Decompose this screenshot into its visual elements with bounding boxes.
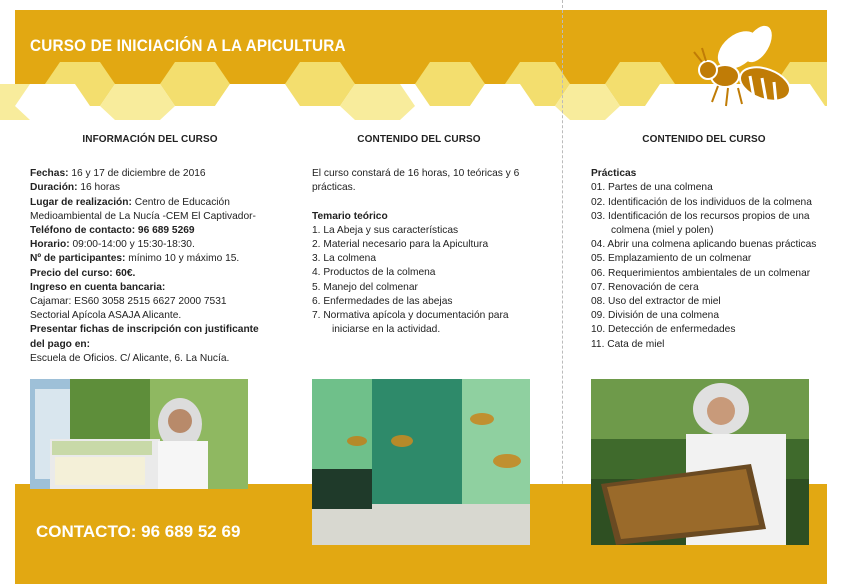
ingreso-account: Cajamar: ES60 3058 2515 6627 2000 7531 [30, 296, 227, 308]
list-item: 04. Abrir una colmena aplicando buenas prácticas [591, 239, 817, 251]
list-item: 06. Requerimientos ambientales de un colmenar [591, 267, 811, 279]
practicas-label: Prácticas [591, 168, 637, 180]
list-item: 1. La Abeja y sus características [312, 224, 459, 236]
page-title: CURSO DE INICIACIÓN A LA APICULTURA [30, 36, 346, 55]
list-item: 4. Productos de la colmena [312, 267, 436, 279]
participantes-line: Nº de participantes: mínimo 10 y máximo 15. [30, 253, 240, 265]
list-item: 03. Identificación de los recursos propios de una colmena (miel y polen) [591, 210, 810, 237]
bee-illustration [690, 18, 805, 113]
practicas-list [591, 181, 817, 351]
list-item: 08. Uso del extractor de miel [591, 296, 721, 308]
fichas-value: Escuela de Oficios. C/ Alicante, 6. La Nucía. [30, 352, 230, 364]
temario-list [312, 224, 526, 338]
ingreso-holder: Sectorial Apícola ASAJA Alicante. [30, 310, 182, 322]
precio-line: Precio del curso: 60€. [30, 267, 136, 279]
list-item: 6. Enfermedades de las abejas [312, 295, 453, 307]
course-info-heading: INFORMACIÓN DEL CURSO [82, 134, 218, 145]
course-content-column [312, 133, 526, 337]
fechas-line: Fechas: 16 y 17 de diciembre de 2016 [30, 168, 206, 180]
bees-flight-photo [312, 379, 530, 545]
duracion-line: Duración: 16 horas [30, 182, 121, 194]
list-item: 5. Manejo del colmenar [312, 281, 418, 293]
course-content-heading: CONTENIDO DEL CURSO [357, 134, 481, 145]
list-item: 01. Partes de una colmena [591, 182, 713, 194]
course-info-column [30, 133, 270, 366]
horario-line: Horario: 09:00-14:00 y 15:30-18:30. [30, 239, 195, 251]
practicas-column [591, 133, 817, 352]
telefono-line: Teléfono de contacto: 96 689 5269 [30, 225, 195, 237]
course-intro: El curso constará de 16 horas, 10 teóricas y 6 prácticas. [312, 168, 520, 194]
list-item: 10. Detección de enfermedades [591, 324, 736, 336]
contact-banner: CONTACTO: 96 689 52 69 [36, 522, 241, 541]
list-item: 09. División de una colmena [591, 310, 719, 322]
list-item: 02. Identificación de los individuos de la colmena [591, 196, 812, 208]
list-item: 07. Renovación de cera [591, 281, 699, 293]
list-item: 11. Cata de miel [591, 338, 665, 350]
lugar-line: Lugar de realización: Centro de Educación Medioambiental de La Nucía -CEM El Captivador- [30, 196, 256, 222]
list-item: 3. La colmena [312, 253, 376, 265]
list-item: 2. Material necesario para la Apicultura [312, 239, 489, 251]
practicas-heading: CONTENIDO DEL CURSO [642, 134, 766, 145]
ingreso-label: Ingreso en cuenta bancaria: [30, 281, 166, 293]
temario-label: Temario teórico [312, 210, 388, 222]
fichas-label: Presentar fichas de inscripción con justificante del pago en: [30, 324, 259, 350]
beekeeper-hive-photo [30, 379, 248, 489]
beekeeper-frame-photo [591, 379, 809, 545]
list-item: 7. Normativa apícola y documentación para iniciarse en la actividad. [312, 310, 509, 336]
list-item: 05. Emplazamiento de un colmenar [591, 253, 752, 265]
